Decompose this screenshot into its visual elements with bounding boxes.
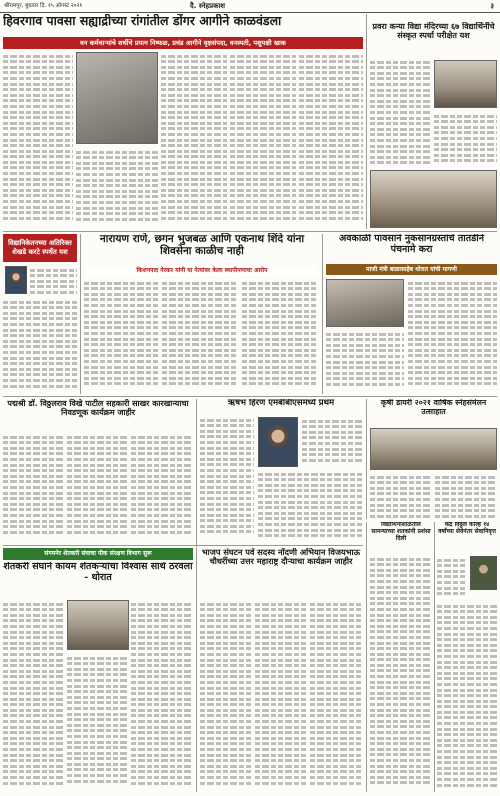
bjp-body-col1: [200, 600, 252, 792]
pravara-group-photo-2: [370, 170, 497, 228]
rain-strap: माजी मंत्री बाळासाहेब थोरात यांची मागणी: [326, 264, 497, 275]
farmers-photo: [67, 600, 129, 650]
bjp-headline: भाजप संघटन पर्व सदस्य नोंदणी अभियान विजयभाऊ चौधरींच्या उत्तर महाराष्ट्र दौऱ्याचा कार्यक्रम जाहीर: [201, 548, 361, 567]
krushi-body-col1: [370, 473, 431, 521]
shivsena-body-col3: [242, 279, 318, 391]
main-body-col5: [299, 52, 363, 228]
bjp-body-col2: [255, 600, 307, 792]
farmers-body-col2: [67, 654, 129, 792]
vidyarthi-headline: विद्यार्थिनीशाळेतील सामन्याच्या शतकांनी प्रशंसा दिली: [371, 522, 431, 542]
sugar-body-col2: [67, 433, 129, 541]
rain-body-col2: [408, 279, 497, 392]
students-body-2: [3, 298, 77, 390]
krushi-event-photo: [370, 428, 497, 470]
vidyarthi-body: [370, 555, 432, 792]
krushi-body-col2: [435, 473, 497, 521]
pravara-group-photo-1: [434, 60, 497, 108]
shivsena-headline: नारायण राणे, छगन भुजबळ आणि एकनाथ शिंदे यांना शिवसेना काळीच नाही: [99, 233, 305, 258]
krushi-headline: कृषी डायरी २०२१ वार्षिक स्नेहसंमेलन उत्साहात: [380, 399, 487, 416]
main-body-col3: [161, 52, 227, 228]
rain-headline: अवकाळी पावसाने नुकसानग्रस्तांचे तातडीने पंचनामे करा: [339, 234, 484, 255]
rushabh-photo: [258, 417, 298, 467]
main-strap: वन कर्मचाऱ्यांचे शर्थीचे प्रयत्न निष्फळ, प्रचंड आगीने वृक्षसंपदा, वनस्पती, पशुपक्षी खाक: [3, 37, 363, 49]
farmers-body-col1: [3, 600, 65, 792]
pravara-headline: प्रवरा कन्या विद्या मंदिरच्या ६७ विद्यार्थिनींचे संस्कृत स्पर्धा परीक्षेत यश: [372, 22, 495, 41]
kendra-body-2: [437, 602, 497, 792]
students-body: [30, 266, 77, 296]
student-photo: [5, 266, 27, 294]
sugar-body-col1: [3, 433, 65, 541]
sugar-headline: पद्मश्री डॉ. विठ्ठलराव विखे पाटील सहकारी साखर कारखान्याचा निवडणूक कार्यक्रम जाहीर: [7, 399, 189, 418]
rushabh-body-col1: [200, 416, 254, 542]
kendra-headline: केंद्रे विठ्ठल कोल्हे १४ वर्षांच्या सेवेनंतर सेवानिवृत्त: [438, 522, 496, 535]
rushabh-body-col3: [302, 417, 362, 467]
rushabh-body-col2: [258, 470, 362, 542]
pravara-body-2: [434, 112, 497, 168]
main-body-col4: [230, 52, 296, 228]
kendra-photo: [470, 556, 497, 590]
bjp-body-col3: [310, 600, 362, 792]
newspaper-name: दै. स्नेहप्रकाश: [190, 2, 226, 10]
forest-fire-photo: [76, 52, 158, 144]
farmers-body-col3: [131, 600, 193, 792]
rushabh-headline: ऋषभ हिरण एमबीबीएसमध्ये प्रथम: [227, 399, 335, 408]
pravara-body: [370, 58, 430, 168]
shivsena-strap: किशनपाद नेरकर यांनी या नेत्यांवर केला स्थापीपणाचा आरोप: [86, 266, 318, 276]
rain-body-col1: [326, 330, 404, 392]
sugar-body-col3: [131, 433, 193, 541]
main-body-col2: [76, 148, 158, 228]
farmers-strap: संगमनेर शेतकरी संघाचा पीक संरक्षण विभाग सुरू: [3, 548, 193, 560]
issue-date: श्रीरामपूर, बुधवार दि. १५ ऑगस्ट २०२१: [4, 3, 83, 9]
farmers-headline: शेतकरी संघाने कायम शेतकऱ्यांचा विश्वास सार्थ ठरवला - थोरात: [3, 562, 193, 583]
kendra-body-1: [437, 556, 467, 600]
students-headline: विद्यानिकेतनच्या अतिरिक्त शेखडे करटे स्पर्धेत यश: [3, 234, 77, 262]
shivsena-body-col2: [162, 279, 238, 391]
shivsena-body-col1: [84, 279, 158, 391]
main-headline: हिवरगाव पावसा सह्याद्रीच्या रांगांतील डोंगर आगीने काळवंडला: [3, 14, 282, 28]
main-body-col1: [3, 52, 73, 228]
rain-damage-photo: [326, 279, 404, 327]
page-number: ३: [490, 2, 494, 10]
masthead: [0, 0, 500, 13]
